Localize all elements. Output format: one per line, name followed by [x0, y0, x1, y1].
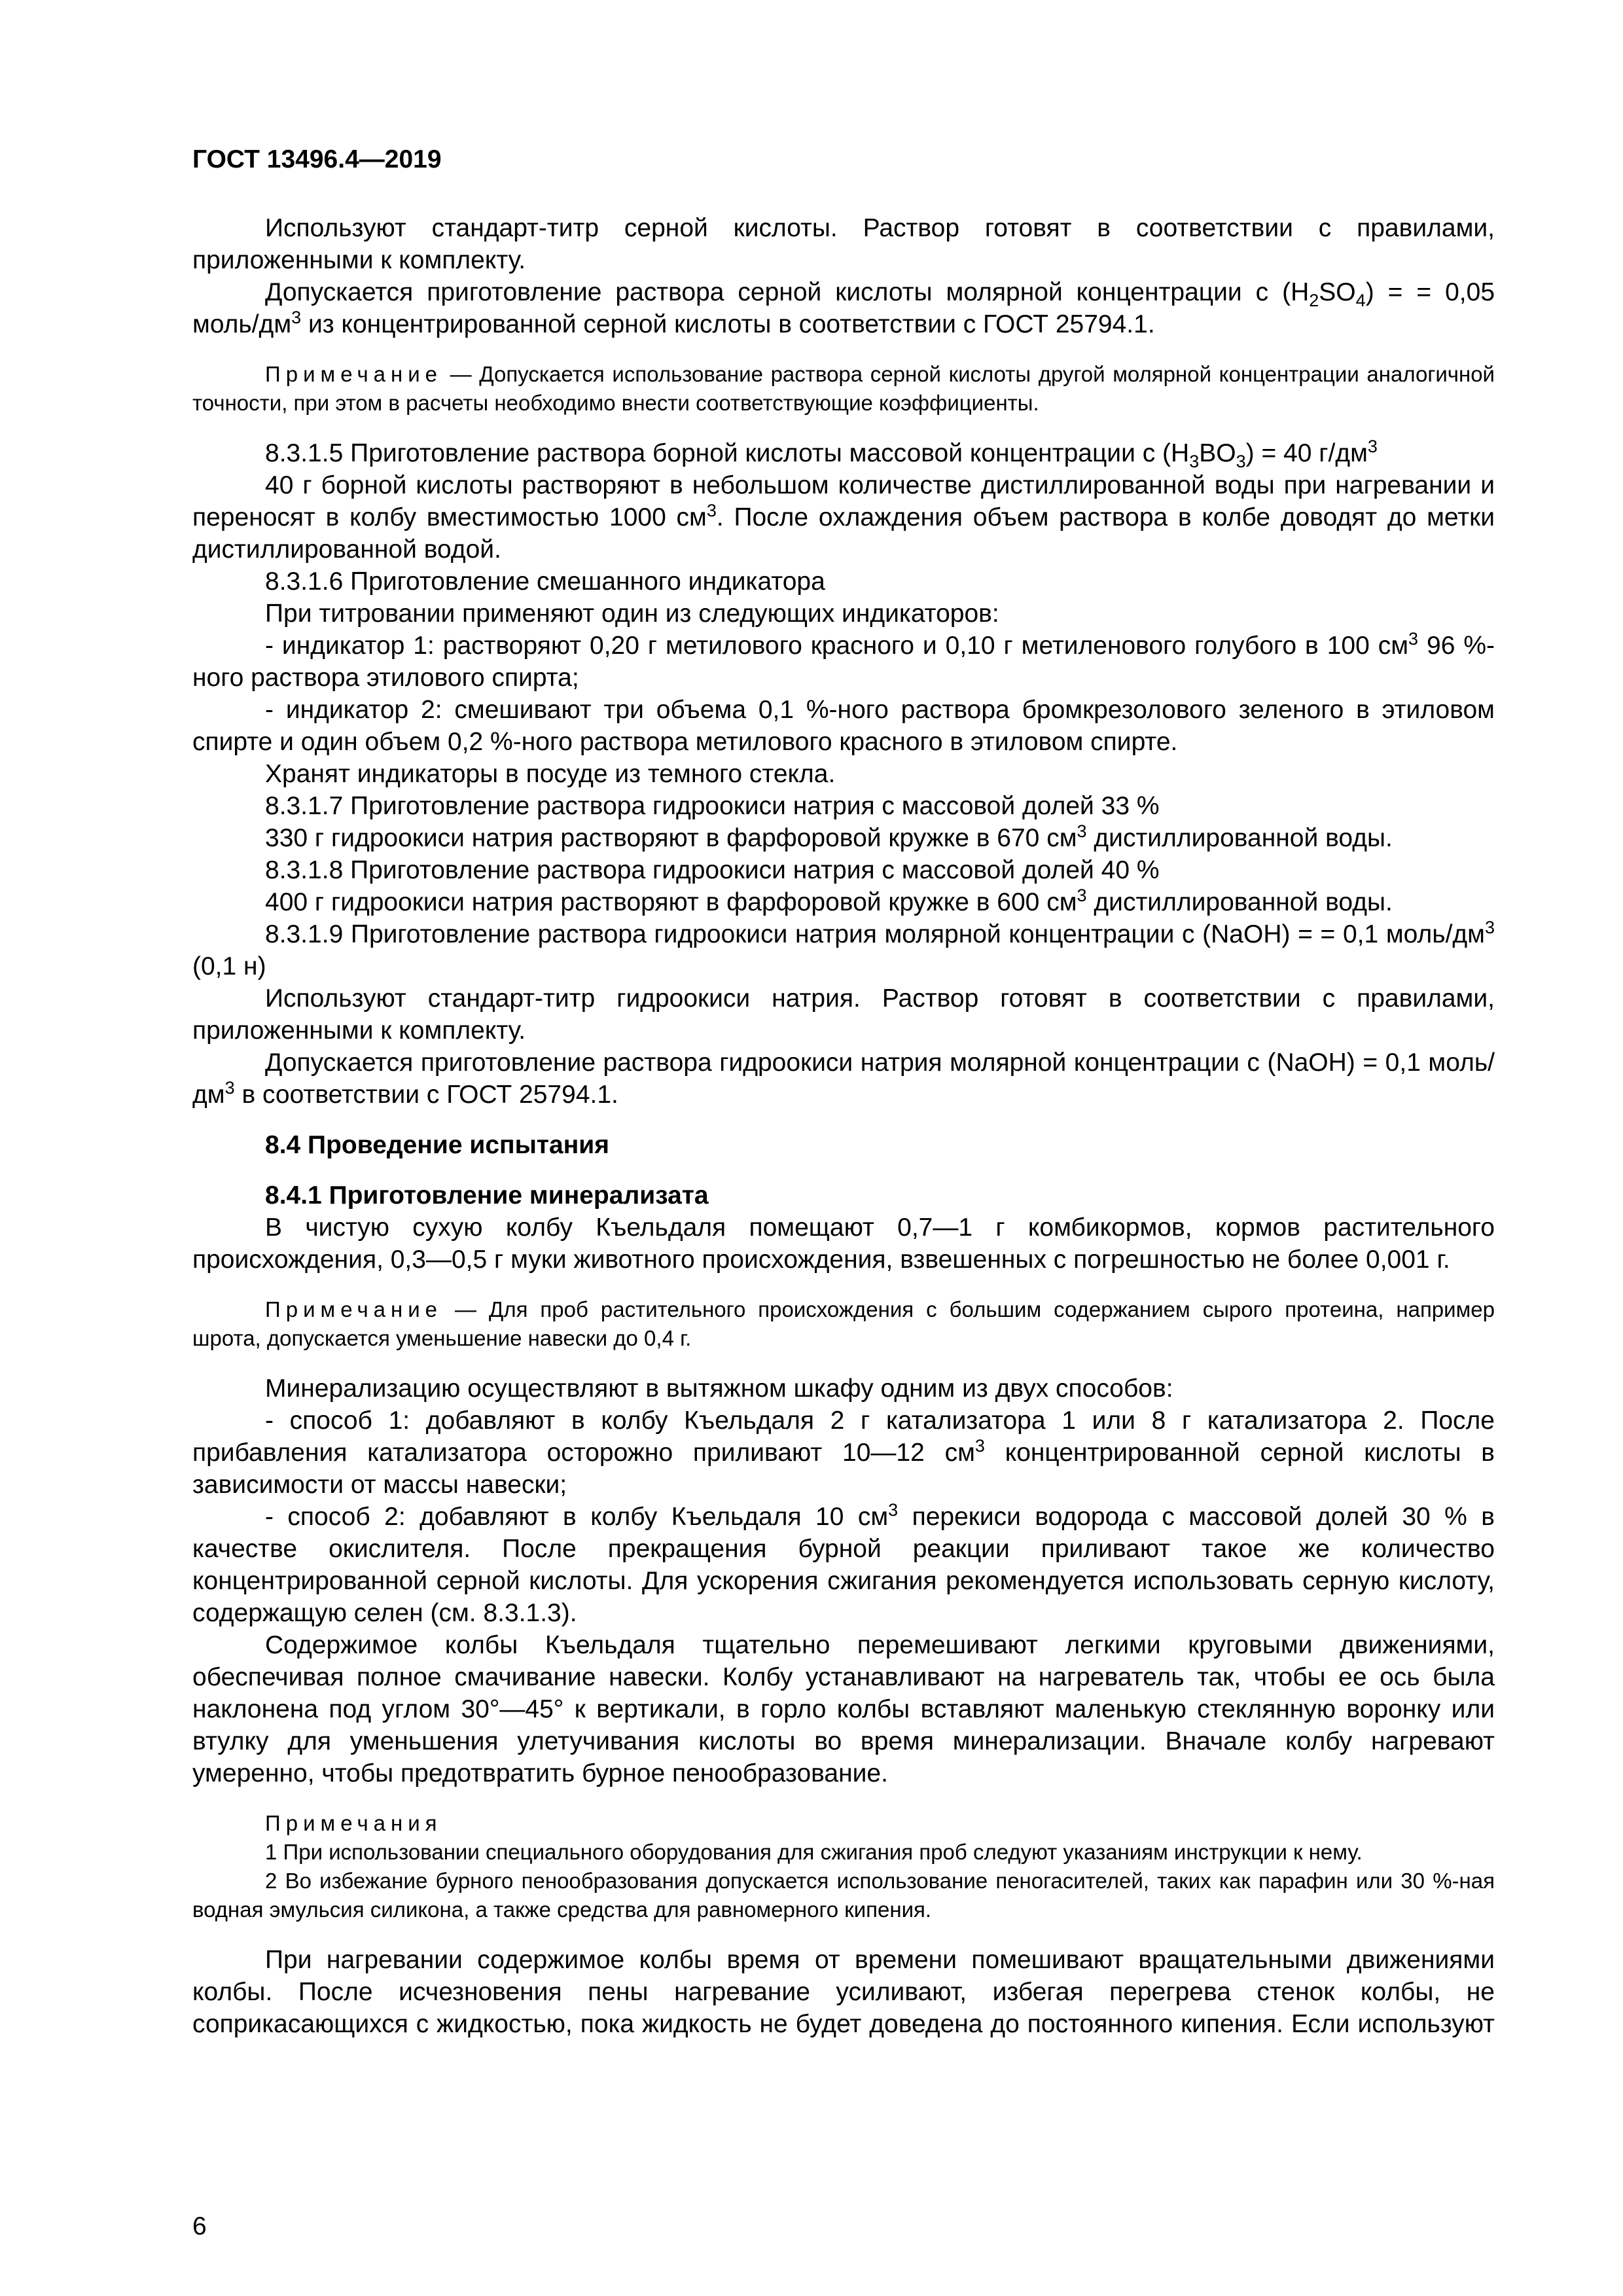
note-2: Примечание — Для проб растительного происхождения с большим содержанием сырого протеина, например шрота, допускается уменьшение навески до 0,4 г. [192, 1297, 1495, 1350]
note-label: Примечание [265, 362, 443, 386]
notes-label: Примечания [265, 1811, 442, 1835]
paragraph-naoh-33: 330 г гидроокиси натрия растворяют в фарфоровой кружке в 670 $см^3$ дистиллированной воды. [265, 821, 1393, 852]
document-page [192, 145, 1495, 2040]
method-2: - способ 2: добавляют в колбу Къельдаля 10 $см^3$ перекиси водорода с массовой долей 30 % в качестве окислителя. После прекращения бурной реакции приливают такое же количество концентрированной серной кислоты. Для ускорения сжигания рекомендуется использовать серную кислоту, содержащую селен (см. 8.3.1.3). [192, 1500, 1495, 1627]
paragraph-storage: Хранят индикаторы в посуде из темного стекла. [265, 760, 836, 788]
method-1: - способ 1: добавляют в колбу Къельдаля 2 г катализатора 1 или 8 г катализатора 2. После прибавления катализатора осторожно приливают 10—12 $см^3$ концентрированной серной кислоты в зависимости от массы навески; [192, 1407, 1495, 1499]
notes-3 [192, 1809, 1495, 1924]
section-8-3-1-6: 8.3.1.6 Приготовление смешанного индикатора [265, 567, 825, 596]
paragraph-mixing: Содержимое колбы Къельдаля тщательно перемешивают легкими круговыми движениями, обеспечивая полное смачивание навески. Колбу устанавливают на нагреватель так, чтобы ее ось была наклонена под углом 30°—45° к вертикали, в горло колбы вставляют маленькую стеклянную воронку или втулку для уменьшения улетучивания кислоты во время минерализации. Вначале колбу нагревают умеренно, чтобы предотвратить бурное пенообразование. [192, 1631, 1495, 1787]
indicator-1: - индикатор 1: растворяют 0,20 г метилового красного и 0,10 г метиленового голубого в 100 $см^3$ 96 %-ного раствора этилового спирта; [192, 629, 1495, 692]
section-8-3-1-9: 8.3.1.9 Приготовление раствора гидроокиси натрия молярной концентрации с (NaOH) = = 0,1 моль/$дм^3$ (0,1 н) [192, 918, 1495, 980]
section-8-3-1-5: 8.3.1.5 Приготовление раствора борной кислоты массовой концентрации с $(H_3BO_3) = 40$ $г/дм^3$ [265, 437, 1378, 471]
paragraph-sulfuric-alt: Допускается приготовление раствора серной кислоты молярной концентрации с $(H_2SO_4)$ = = 0,05 моль/$дм^3$ из концентрированной серной кислоты в соответствии с ГОСТ 25794.1. [192, 278, 1495, 338]
note-3-1: 1 При использовании специального оборудования для сжигания проб следуют указаниям инструкции к нему. [265, 1840, 1363, 1864]
paragraph-naoh-titr: Используют стандарт-титр гидроокиси натрия. Раствор готовят в соответствии с правилами, приложенными к комплекту. [192, 984, 1495, 1045]
paragraph-sulfuric-titr: Используют стандарт-титр серной кислоты. Раствор готовят в соответствии с правилами, приложенными к комплекту. [192, 214, 1495, 274]
paragraph-kjeldahl-sample: В чистую сухую колбу Къельдаля помещают 0,7—1 г комбикормов, кормов растительного происхождения, 0,3—0,5 г муки животного происхождения, взвешенных с погрешностью не более 0,001 г. [192, 1213, 1495, 1274]
section-8-3-1-7: 8.3.1.7 Приготовление раствора гидроокиси натрия с массовой долей 33 % [265, 792, 1160, 820]
indicator-2: - индикатор 2: смешивают три объема 0,1 %-ного раствора бромкрезолового зеленого в этиловом спирте и один объем 0,2 %-ного раствора метилового красного в этиловом спирте. [192, 696, 1495, 756]
paragraph-indicators: При титровании применяют один из следующих индикаторов: [265, 600, 999, 628]
paragraph-naoh-alt: Допускается приготовление раствора гидроокиси натрия молярной концентрации с (NaOH) = 0,1 моль/$дм^3$ в соответствии с ГОСТ 25794.1. [192, 1049, 1495, 1109]
note-label: Примечание [265, 1297, 443, 1321]
page-number: 6 [192, 2212, 207, 2240]
heading-8-4: 8.4 Проведение испытания [265, 1131, 609, 1159]
heading-8-4-1: 8.4.1 Приготовление минерализата [265, 1181, 709, 1210]
paragraph-boric: 40 г борной кислоты растворяют в небольшом количестве дистиллированной воды при нагревании и переносят в колбу вместимостью 1000 $см^3$. После охлаждения объем раствора в колбе доводят до метки дистиллированной водой. [192, 471, 1495, 564]
document-header: ГОСТ 13496.4—2019 [192, 145, 442, 173]
note-1: Примечание — Допускается использование раствора серной кислоты другой молярной концентрации аналогичной точности, при этом в расчеты необходимо внести соответствующие коэффициенты. [192, 362, 1495, 415]
paragraph-heating: При нагревании содержимое колбы время от времени помешивают вращательными движениями колбы. После исчезновения пены нагревание усиливают, избегая перегрева стенок колбы, не соприкасающихся с жидкостью, пока жидкость не будет доведена до постоянного кипения. Если используют [192, 1946, 1495, 2038]
paragraph-mineralization: Минерализацию осуществляют в вытяжном шкафу одним из двух способов: [265, 1374, 1173, 1403]
note-3-2: 2 Во избежание бурного пенообразования допускается использование пеногасителей, таких как парафин или 30 %-ная водная эмульсия силикона, а также средства для равномерного кипения. [192, 1869, 1495, 1922]
paragraph-naoh-40: 400 г гидроокиси натрия растворяют в фарфоровой кружке в 600 $см^3$ дистиллированной воды. [265, 886, 1393, 916]
section-8-3-1-8: 8.3.1.8 Приготовление раствора гидроокиси натрия с массовой долей 40 % [265, 856, 1160, 884]
